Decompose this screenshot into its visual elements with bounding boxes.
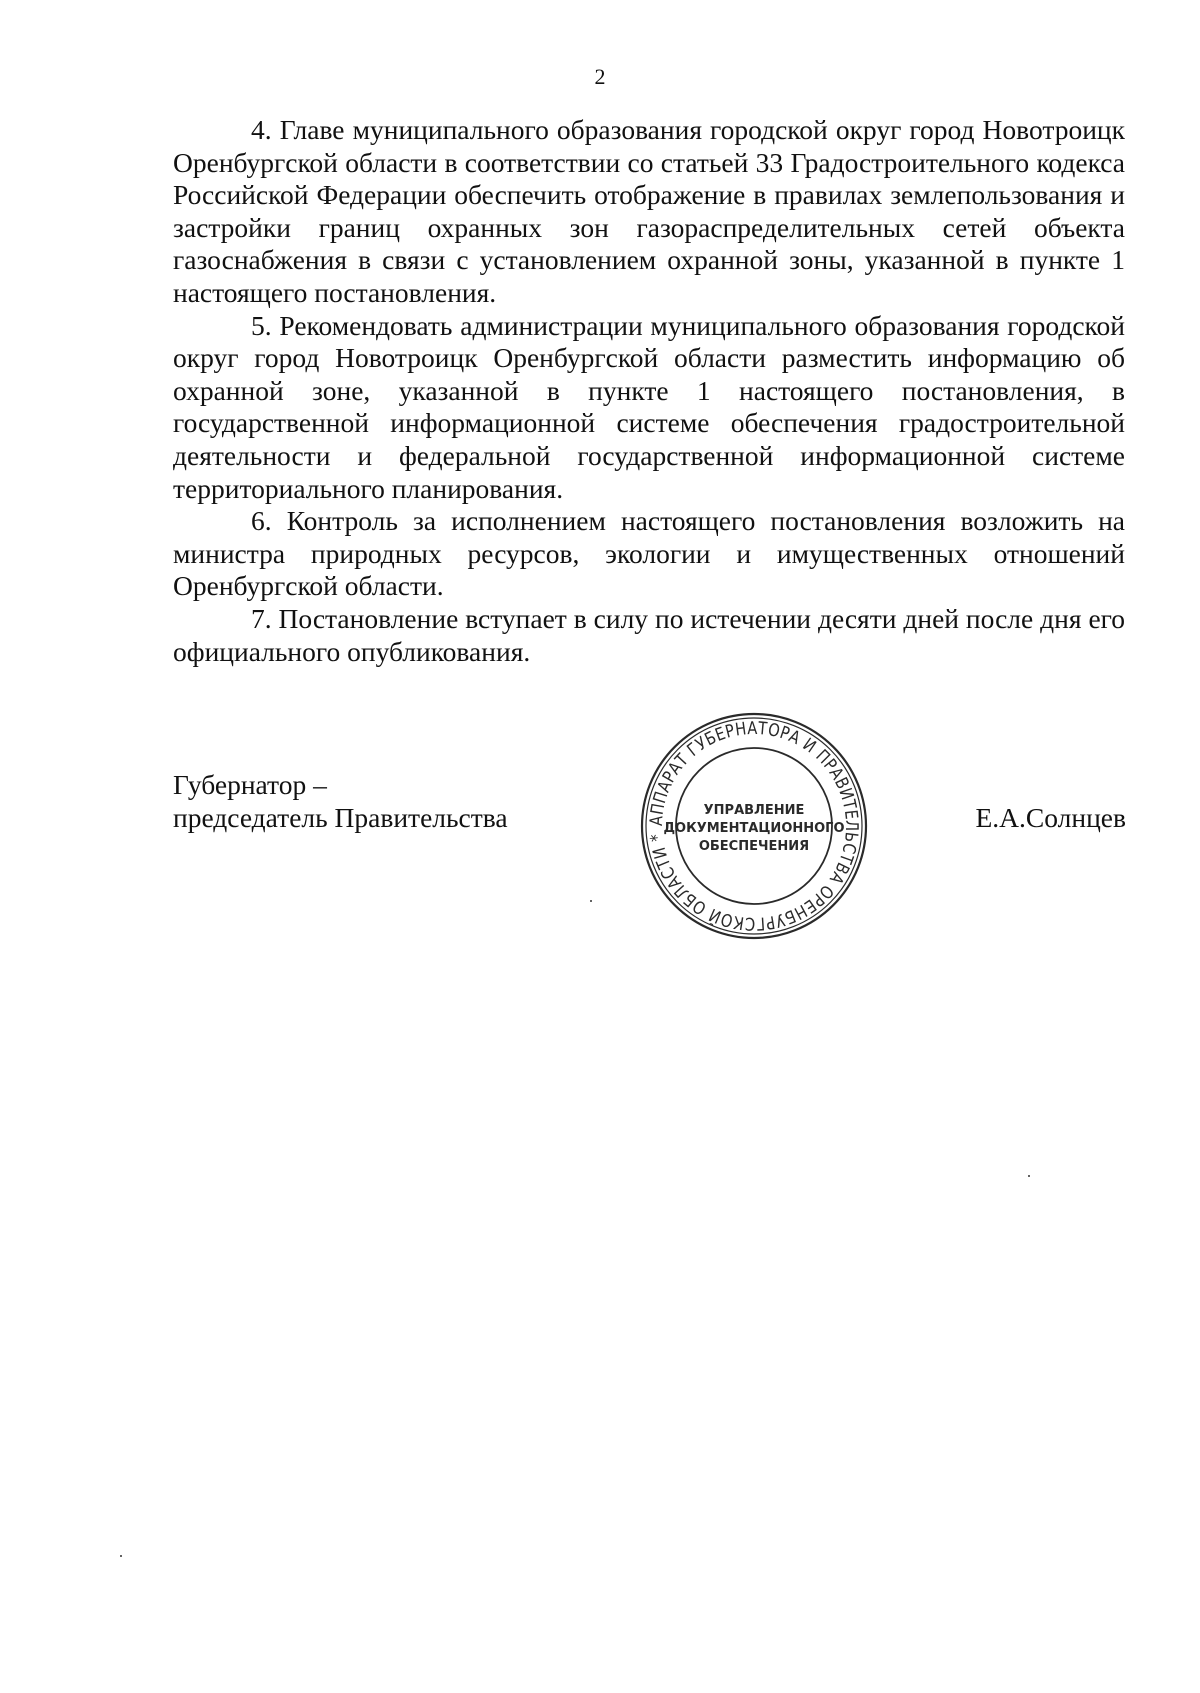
signatory-title <box>173 768 508 834</box>
page-number: 2 <box>594 64 606 89</box>
paragraph-7: 7. Постановление вступает в силу по истечении десяти дней после дня его официального опубликования. <box>173 602 1125 667</box>
official-stamp <box>638 710 870 942</box>
scan-speck <box>120 1555 122 1557</box>
paragraph-4: 4. Главе муниципального образования городской округ город Новотроицк Оренбургской области в соответствии со статьей 33 Градостроительного кодекса Российской Федерации обеспечить отображение в правилах землепользования и застройки границ охранных зон газораспределительных сетей объекта газоснабжения в связи с установлением охранной зоны, указанной в пункте 1 настоящего постановления. <box>173 114 1125 308</box>
signatory-title-line1: Губернатор – <box>173 769 327 800</box>
stamp-inner-line2: ДОКУМЕНТАЦИОННОГО <box>663 821 845 836</box>
scan-speck <box>590 900 592 902</box>
stamp-inner-line1: УПРАВЛЕНИЕ <box>703 803 805 818</box>
stamp-outer-text: АППАРАТ ГУБЕРНАТОРА И ПРАВИТЕЛЬСТВА ОРЕНБУРГСКОЙ ОБЛАСТИ * <box>646 718 862 934</box>
paragraph-5: 5. Рекомендовать администрации муниципального образования городской округ город Новотроицк Оренбургской области разместить информацию об охранной зоне, указанной в пункте 1 настоящего постановления, в государственной информационной системе обеспечения градостроительной деятельности и федеральной государственной информационной системе территориального планирования. <box>173 309 1125 504</box>
document-body <box>173 114 1125 668</box>
paragraph-6: 6. Контроль за исполнением настоящего постановления возложить на министра природных ресурсов, экологии и имущественных отношений Оренбургской области. <box>173 505 1125 602</box>
signatory-name: Е.А.Солнцев <box>975 802 1126 833</box>
signatory-title-line2: председатель Правительства <box>173 802 508 833</box>
stamp-inner-line3: ОБЕСПЕЧЕНИЯ <box>698 839 810 854</box>
scan-speck <box>1028 1175 1030 1177</box>
